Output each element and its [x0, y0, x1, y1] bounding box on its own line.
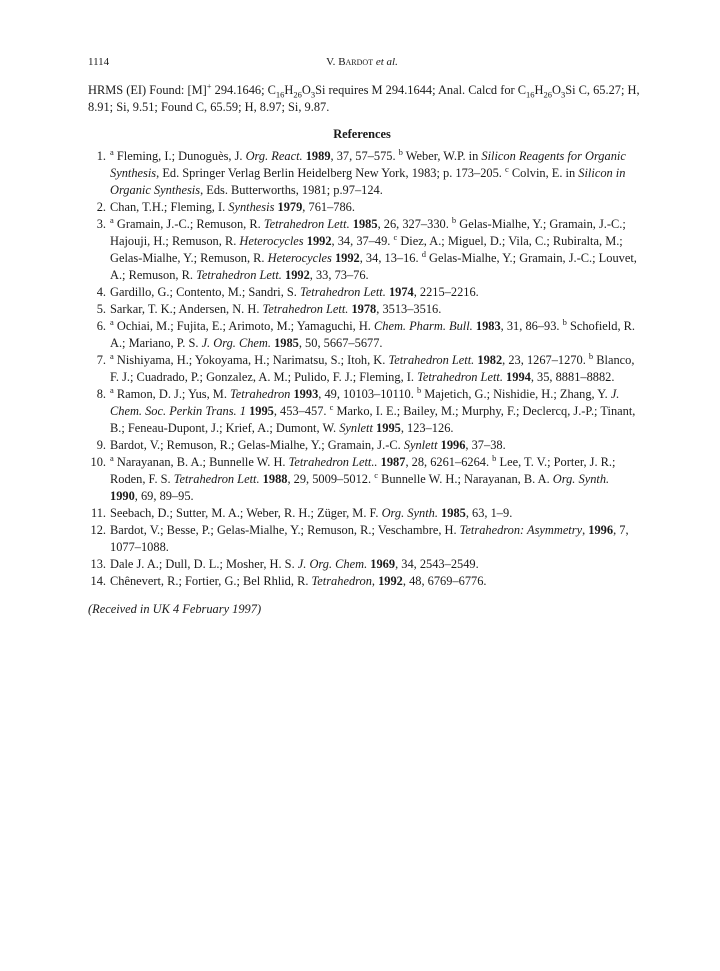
hrms-sup: + — [206, 80, 212, 91]
reference-item — [88, 199, 640, 216]
reference-text: Synlett — [403, 438, 438, 452]
reference-text: Org. Synth. — [552, 472, 610, 486]
reference-item — [88, 505, 640, 522]
reference-number: 7. — [96, 353, 106, 367]
reference-text: Seebach, D.; Sutter, M. A.; Weber, R. H.; Züger, M. F. — [110, 506, 382, 520]
reference-text: Chênevert, R.; Fortier, G.; Bel Rhlid, R. — [110, 574, 312, 588]
reference-text: 1992 — [378, 574, 403, 588]
reference-list — [88, 148, 640, 590]
reference-text: Chem. Pharm. Bull. — [373, 319, 473, 333]
hrms-text: O — [301, 83, 311, 97]
reference-text: Sarkar, T. K.; Andersen, N. H. — [110, 302, 263, 316]
hrms-text: Si C, 65.27; H, 8.91; Si, 9.51; Found C, 65.59; H, 8.97; Si, 9.87. — [88, 83, 640, 114]
reference-text: Weber, W.P. in — [402, 149, 482, 163]
reference-text: , 34, 2543–2549. — [395, 557, 479, 571]
reference-text: 1978 — [351, 302, 377, 316]
reference-number: 14. — [90, 574, 106, 588]
reference-text: 1989 — [305, 149, 331, 163]
reference-text: Bardot, V.; Besse, P.; Gelas-Mialhe, Y.; Remuson, R.; Veschambre, H. — [110, 523, 460, 537]
reference-text: Synlett — [339, 421, 373, 435]
reference-text: Majetich, G.; Nishidie, H.; Zhang, Y. — [421, 387, 611, 401]
reference-text: Tetrahedron Lett. — [300, 285, 386, 299]
reference-text: 1988 — [262, 472, 288, 486]
hrms-text: HRMS (EI) Found: [M] — [88, 83, 207, 97]
reference-text: Tetrahedron Lett. — [388, 353, 475, 367]
reference-number: 2. — [96, 200, 106, 214]
running-head-author: Bardot — [338, 56, 374, 68]
reference-text: , — [582, 523, 589, 537]
reference-item — [88, 148, 640, 199]
page-number: 1114 — [88, 56, 110, 68]
reference-sublabel: a — [110, 316, 114, 327]
reference-text: , 26, 327–330. — [377, 217, 452, 231]
reference-number: 6. — [96, 319, 106, 333]
running-head-initial: V. — [326, 56, 339, 68]
reference-sublabel: c — [374, 469, 378, 480]
reference-number: 1. — [96, 149, 106, 163]
reference-text: Gelas-Mialhe, Y.; Gramain, J.-C.; Hajouji, H.; Remuson, R. — [110, 217, 626, 248]
reference-text: 1985 — [441, 506, 466, 520]
reference-text: Gramain, J.-C.; Remuson, R. — [113, 217, 264, 231]
reference-text: 1987 — [380, 455, 406, 469]
reference-item — [88, 437, 640, 454]
reference-text: Bunnelle W. H.; Narayanan, B. A. — [377, 472, 553, 486]
reference-text: , 2215–2216. — [413, 285, 479, 299]
reference-text: , 23, 1267–1270. — [502, 353, 589, 367]
reference-text: 1990 — [110, 489, 135, 503]
reference-text: 1995 — [376, 421, 401, 435]
reference-text: J. Chem. Soc. Perkin Trans. 1 — [110, 387, 620, 418]
reference-text: , 29, 5009–5012. — [287, 472, 375, 486]
reference-sublabel: a — [110, 214, 114, 225]
hrms-sub: 26 — [543, 89, 552, 100]
reference-sublabel: a — [110, 350, 114, 361]
reference-text: Schofield, R. A.; Mariano, P. S. — [110, 319, 636, 350]
reference-sublabel: c — [393, 231, 398, 242]
reference-text: Dale J. A.; Dull, D. L.; Mosher, H. S. — [110, 557, 298, 571]
reference-text: , 7, 1077–1088. — [110, 523, 629, 554]
reference-text: , 34, 37–49. — [331, 234, 394, 248]
reference-text: Tetrahedron Lett. — [263, 217, 350, 231]
reference-text: Colvin, E. in — [508, 166, 579, 180]
reference-text: , 34, 13–16. — [359, 251, 422, 265]
reference-item — [88, 216, 640, 284]
reference-item — [88, 573, 640, 590]
reference-text: Heterocycles — [239, 234, 304, 248]
reference-text: Gardillo, G.; Contento, M.; Sandri, S. — [110, 285, 300, 299]
hrms-sub: 3 — [310, 89, 316, 100]
reference-text: , 37, 57–575. — [330, 149, 399, 163]
reference-text: , — [371, 574, 379, 588]
reference-text: 1996 — [440, 438, 466, 452]
reference-text: 1996 — [588, 523, 614, 537]
reference-text: Org. Synth. — [381, 506, 438, 520]
reference-number: 13. — [90, 557, 106, 571]
reference-text: , 35, 8881–8882. — [530, 370, 615, 384]
reference-text: 1969 — [370, 557, 396, 571]
reference-text: , 48, 6769–6776. — [402, 574, 487, 588]
reference-text: , 49, 10103–10110. — [318, 387, 417, 401]
hrms-text: O — [552, 83, 561, 97]
reference-text: Ochiai, M.; Fujita, E.; Arimoto, M.; Yamaguchi, H. — [113, 319, 374, 333]
reference-text: 1985 — [274, 336, 299, 350]
hrms-sub: 16 — [275, 89, 285, 100]
reference-sublabel: b — [416, 384, 422, 395]
reference-text: 1982 — [477, 353, 503, 367]
reference-text: , 33, 73–76. — [309, 268, 369, 282]
reference-number: 10. — [90, 455, 106, 469]
reference-sublabel: c — [504, 163, 509, 174]
reference-text: Gelas-Mialhe, Y.; Gramain, J.-C.; Louvet, A.; Remuson, R. — [110, 251, 637, 282]
reference-text: Diez, A.; Miguel, D.; Vila, C.; Rubiralta, M.; Gelas-Mialhe, Y.; Remuson, R. — [110, 234, 623, 265]
reference-text: Chan, T.H.; Fleming, I. — [110, 200, 229, 214]
reference-text: Tetrahedron Lett. — [262, 302, 349, 316]
reference-number: 11. — [90, 506, 106, 520]
reference-text: Heterocycles — [267, 251, 332, 265]
reference-item — [88, 318, 640, 352]
reference-text: Synthesis — [228, 200, 275, 214]
reference-text: 1993 — [293, 387, 319, 401]
reference-item — [88, 454, 640, 505]
reference-text: , Ed. Springer Verlag Berlin Heidelberg New York, 1983; p. 173–205. — [156, 166, 505, 180]
hrms-text: H — [284, 83, 294, 97]
hrms-data-paragraph — [88, 82, 640, 116]
reference-text: , 50, 5667–5677. — [298, 336, 383, 350]
reference-text: Fleming, I.; Dunoguès, J. — [113, 149, 246, 163]
reference-text: 1992 — [285, 268, 310, 282]
reference-sublabel: a — [110, 384, 114, 395]
reference-text: Narayanan, B. A.; Bunnelle W. H. — [113, 455, 289, 469]
reference-text: , 453–457. — [273, 404, 330, 418]
reference-text: Blanco, F. J.; Cuadrado, P.; Gonzalez, A. M.; Pulido, F. J.; Fleming, I. — [110, 353, 635, 384]
reference-text: Tetrahedron Lett. — [196, 268, 282, 282]
reference-sublabel: a — [110, 146, 114, 157]
reference-text: Tetrahedron Lett.. — [288, 455, 378, 469]
reference-text: 1995 — [249, 404, 274, 418]
reference-number: 9. — [96, 438, 106, 452]
hrms-text: H — [534, 83, 544, 97]
reference-text: 1979 — [277, 200, 303, 214]
reference-text: , 28, 6261–6264. — [405, 455, 493, 469]
reference-text: , 63, 1–9. — [465, 506, 513, 520]
reference-text: , 37–38. — [465, 438, 506, 452]
reference-text: , 69, 89–95. — [134, 489, 194, 503]
reference-text: 1994 — [506, 370, 531, 384]
reference-text: Tetrahedron — [230, 387, 291, 401]
reference-number: 3. — [96, 217, 106, 231]
hrms-sub: 3 — [560, 89, 566, 100]
running-head — [88, 54, 636, 71]
reference-item — [88, 352, 640, 386]
reference-item — [88, 556, 640, 573]
reference-text: Silicon Reagents for Organic Synthesis — [110, 149, 626, 180]
reference-item — [88, 284, 640, 301]
reference-text: , 761–786. — [302, 200, 355, 214]
reference-number: 4. — [96, 285, 106, 299]
references-heading: References — [333, 127, 391, 141]
hrms-sub: 26 — [293, 89, 302, 100]
reference-item — [88, 522, 640, 556]
reference-number: 12. — [90, 523, 106, 537]
reference-text: 1992 — [334, 251, 360, 265]
reference-sublabel: b — [492, 452, 497, 463]
reference-text: Marko, I. E.; Bailey, M.; Murphy, F.; Declercq, J.-P.; Tinant, B.; Feneau-Dupont, J.; Krief, A.; Dumont, W. — [110, 404, 636, 435]
reference-text: J. Org. Chem. — [297, 557, 368, 571]
reference-text: Tetrahedron Lett. — [173, 472, 260, 486]
reference-sublabel: c — [329, 401, 334, 412]
reference-text: Tetrahedron: Asymmetry — [459, 523, 583, 537]
reference-text: , 31, 86–93. — [500, 319, 563, 333]
reference-item — [88, 301, 640, 318]
reference-sublabel: b — [398, 146, 403, 157]
reference-text: Org. React. — [245, 149, 303, 163]
reference-sublabel: b — [588, 350, 594, 361]
reference-text: Nishiyama, H.; Yokoyama, H.; Narimatsu, S.; Itoh, K. — [113, 353, 389, 367]
reference-text: Ramon, D. J.; Yus, M. — [113, 387, 231, 401]
reference-text: 1983 — [475, 319, 501, 333]
reference-item — [88, 386, 640, 437]
page-header — [88, 54, 636, 72]
reference-text: Silicon in Organic Synthesis — [110, 166, 626, 197]
hrms-sub: 16 — [526, 89, 535, 100]
hrms-text: Si requires M 294.1644; Anal. Calcd for C — [315, 83, 527, 97]
reference-sublabel: d — [421, 248, 426, 259]
reference-text: Tetrahedron Lett. — [417, 370, 503, 384]
reference-text: , 3513–3516. — [376, 302, 442, 316]
reference-number: 8. — [96, 387, 106, 401]
reference-text: , 123–126. — [400, 421, 454, 435]
reference-number: 5. — [96, 302, 106, 316]
hrms-text: 294.1646; C — [211, 83, 276, 97]
running-head-etal: et al. — [373, 56, 398, 68]
reference-sublabel: b — [451, 214, 457, 225]
reference-text: Lee, T. V.; Porter, J. R.; Roden, F. S. — [110, 455, 616, 486]
reference-sublabel: a — [110, 452, 114, 463]
reference-text: J. Org. Chem. — [201, 336, 271, 350]
reference-text: 1974 — [388, 285, 414, 299]
reference-text: 1985 — [352, 217, 378, 231]
received-date: (Received in UK 4 February 1997) — [88, 602, 262, 616]
reference-sublabel: b — [562, 316, 567, 327]
reference-text: Tetrahedron — [311, 574, 372, 588]
reference-text: , Eds. Butterworths, 1981; p.97–124. — [200, 183, 383, 197]
reference-text: 1992 — [306, 234, 332, 248]
reference-text: Bardot, V.; Remuson, R.; Gelas-Mialhe, Y.; Gramain, J.-C. — [110, 438, 404, 452]
